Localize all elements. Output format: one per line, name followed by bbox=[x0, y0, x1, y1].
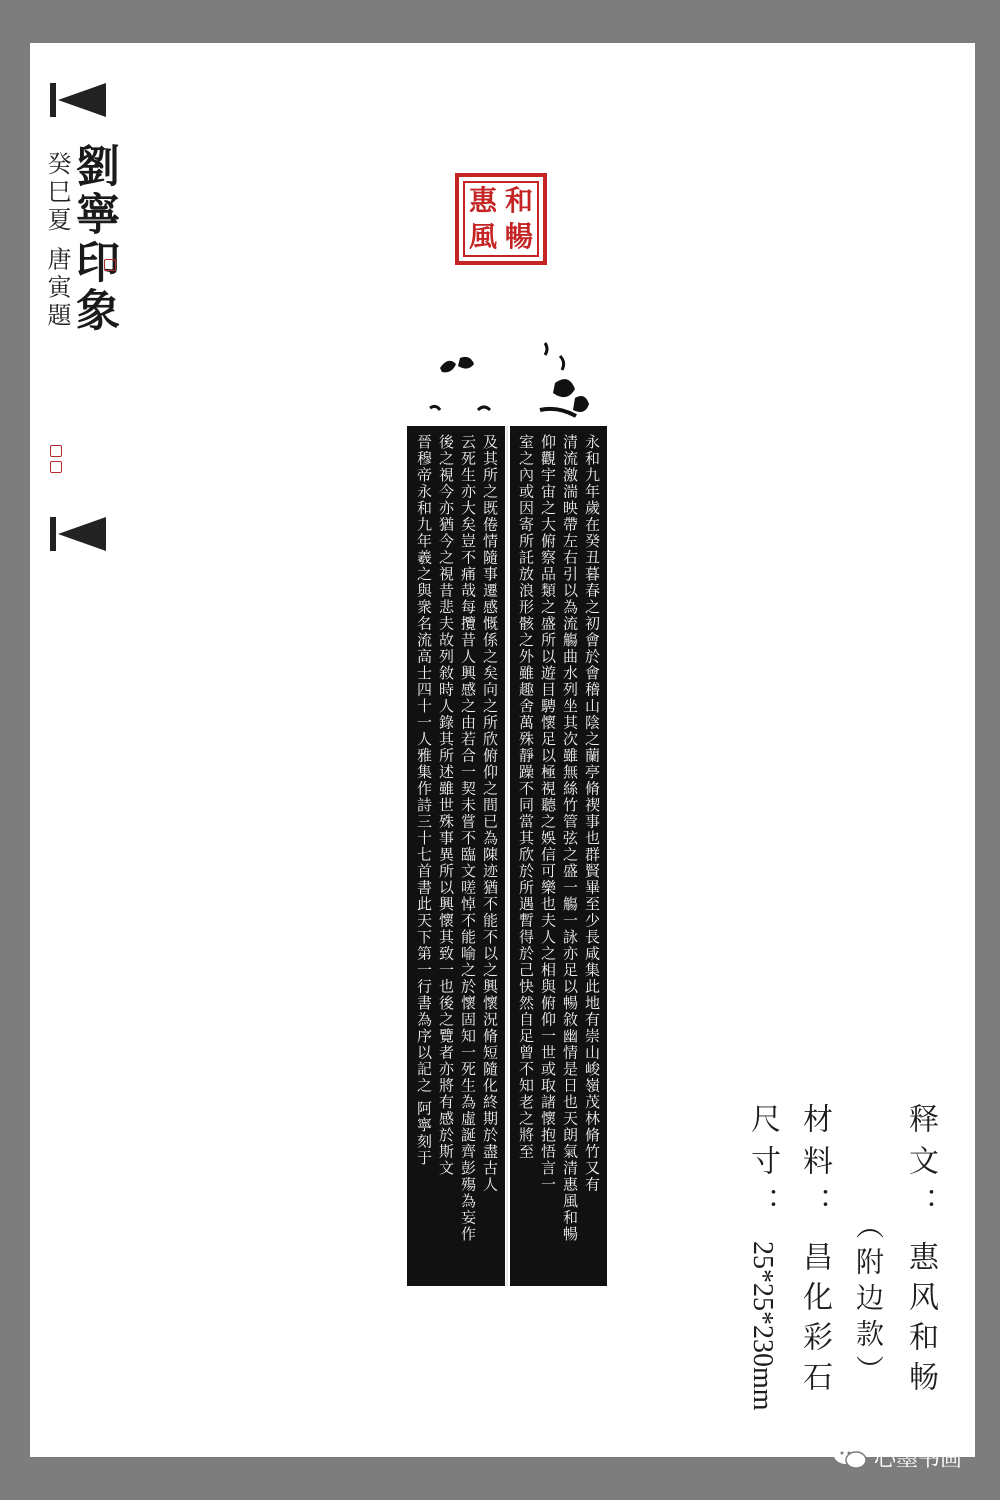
watermark-text: 心墨书画 bbox=[874, 1446, 963, 1472]
panel-divider bbox=[506, 426, 508, 1286]
release-value: 惠风和畅 bbox=[903, 1241, 938, 1401]
small-seal-icon bbox=[104, 259, 116, 271]
watermark bbox=[832, 1437, 962, 1477]
rubbing-text-column: 清流激湍映帶左右引以為流觴曲水列坐其次雖無絲竹管弦之盛一觴一詠亦足以暢敘幽情是日也天朗氣清惠風和暢 bbox=[561, 434, 579, 1243]
release-label: 释文： bbox=[903, 1103, 938, 1229]
banner-title: 劉寧印象 bbox=[68, 143, 119, 335]
material-value: 昌化彩石 bbox=[797, 1241, 832, 1401]
caption-size bbox=[742, 1103, 782, 1443]
rubbing-text-column: 晉穆帝永和九年羲之與衆名流高士四十一人雅集作詩三十七首書此天下第一行書為序以記之 阿寧刻于 bbox=[415, 434, 433, 1167]
top-bracket-icon bbox=[50, 83, 106, 117]
banner-subtitle: 癸巳夏 唐寅題 bbox=[43, 151, 71, 331]
seal-char: 惠 bbox=[468, 184, 497, 217]
seal-char: 和 bbox=[504, 184, 533, 217]
seal-impression bbox=[455, 173, 547, 265]
bottom-bracket-icon bbox=[50, 517, 106, 551]
size-label: 尺寸： bbox=[745, 1103, 780, 1229]
poster-sheet bbox=[30, 43, 975, 1457]
chat-bubbles-icon bbox=[832, 1444, 868, 1470]
rubbing-text-column: 云死生亦大矣豈不痛哉每攬昔人興感之由若合一契未嘗不臨文嗟悼不能喻之於懷固知一死生為虛誕齊彭殤為妄作 bbox=[459, 434, 477, 1243]
material-label: 材料： bbox=[797, 1103, 832, 1229]
rubbing-panel-left bbox=[407, 426, 505, 1286]
rubbing-text-column: 仰觀宇宙之大俯察品類之盛所以遊目騁懷足以極視聽之娛信可樂也夫人之相與俯仰一世或取諸懷抱悟言一 bbox=[539, 434, 557, 1193]
side-inscription-fragment bbox=[410, 338, 610, 423]
small-seal-icon bbox=[50, 461, 62, 473]
rubbing-text-column: 後之視今亦猶今之視昔悲夫故列敘時人錄其所述雖世殊事異所以興懷其致一也後之覽者亦將有感於斯文 bbox=[437, 434, 455, 1177]
caption-material bbox=[794, 1103, 834, 1433]
seal-char: 風 bbox=[468, 220, 497, 253]
rubbing-panel-right bbox=[510, 426, 607, 1286]
caption-release bbox=[900, 1103, 940, 1433]
rubbing-text-column: 室之內或因寄所託放浪形骸之外雖趣舍萬殊靜躁不同當其欣於所遇暫得於己快然自足曾不知老之將至 bbox=[517, 434, 535, 1160]
rubbing-text-column: 及其所之既倦情隨事遷感慨係之矣向之所欣俯仰之間已為陳迹猶不能不以之興懷況脩短隨化終期於盡古人 bbox=[481, 434, 499, 1193]
seal-char: 暢 bbox=[504, 220, 533, 253]
small-seal-icon bbox=[50, 445, 62, 457]
caption-release-note: （附边款） bbox=[852, 1211, 885, 1391]
rubbing-text-column: 永和九年歲在癸丑暮春之初會於會稽山陰之蘭亭脩禊事也群賢畢至少長咸集此地有崇山峻嶺茂林脩竹又有 bbox=[583, 434, 601, 1193]
size-value: 25*25*230mm bbox=[747, 1241, 778, 1411]
